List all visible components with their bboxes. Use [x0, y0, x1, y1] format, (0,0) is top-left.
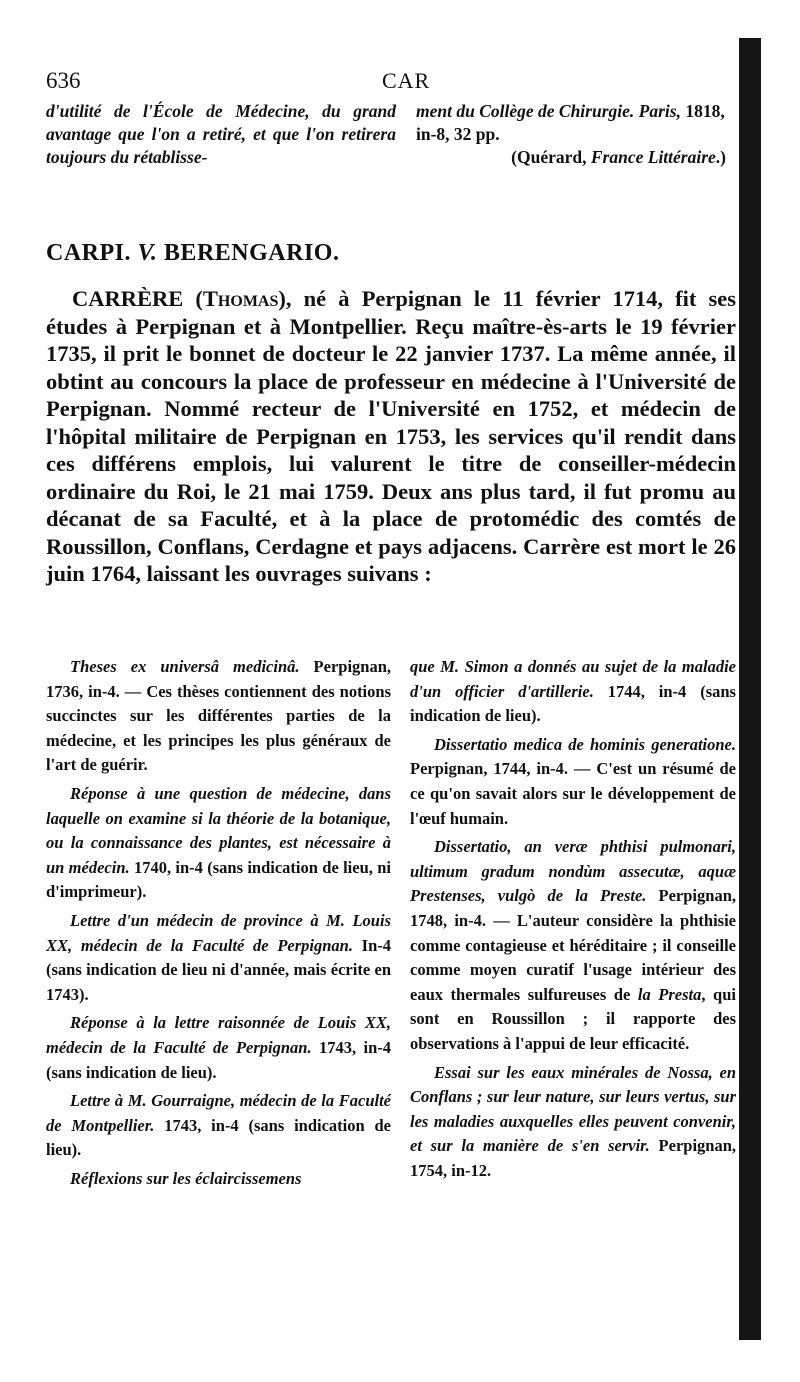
work-details: In-4 (sans indication de lieu ni d'année, mais écrite en 1743).	[46, 935, 392, 1004]
work-details: Perpignan, 1748, in-4. — L'auteur considère la phthisie comme contagieuse et héréditaire ; il conseille comme moyen curatif l'usage intérieur des eaux thermales sulfureuses de	[410, 886, 736, 1004]
work-title: Dissertatio, an veræ phthisi pulmonari, ultimum gradum nondùm assecutæ, aquæ Prestenses, vulgò de la Preste.	[410, 837, 736, 906]
biography-text: ), né à Perpignan le 11 février 1714, fit ses études à Perpignan et à Montpellier. Reçu maître-ès-arts le 19 février 1735, il prit le bonnet de docteur le 22 janvier 1737. La même année, il obtint au concours la place de professeur en médecine à l'Université de Perpignan. Nommé recteur de l'Université en 1752, et médecin de l'hôpital militaire de Perpignan en 1753, les services qu'il rendit dans ces différens emplois, lui valurent le titre de conseiller-médecin ordinaire du Roi, le 21 mai 1759. Deux ans plus tard, il fut promu au décanat de sa Faculté, et à la place de protomédic des comtés de Roussillon, Conflans, Cerdagne et pays adjacens. Carrère est mort le 26 juin 1764, laissant les ouvrages suivans :	[46, 286, 736, 586]
work-title: Réponse à une question de médecine, dans laquelle on examine si la théorie de la botanique, ou la connaissance des plantes, est nécessaire à un médecin.	[46, 783, 391, 877]
binding-edge	[739, 38, 761, 1340]
work-entry	[410, 835, 736, 1056]
entry-name: CARRÈRE	[72, 286, 184, 311]
work-entry	[410, 1061, 736, 1184]
book-page	[46, 60, 737, 1188]
work-title: Lettre d'un médecin de province à M. Louis XX, médecin de la Faculté de Perpignan.	[46, 910, 391, 955]
reference-open: (Quérard,	[511, 147, 591, 167]
work-entry	[410, 655, 736, 729]
work-details: 1744, in-4 (sans indication de lieu).	[410, 681, 736, 726]
entry-carrere-biography: CARRÈRE (Thomas), né à Perpignan le 11 février 1714, fit ses études à Perpignan et à Montpellier. Reçu maître-ès-arts le 19 février 1735, il prit le bonnet de docteur le 22 janvier 1737. La même année, il obtint au concours la place de professeur en médecine à l'Université de Perpignan. Nommé recteur de l'Université en 1752, et médecin de l'hôpital militaire de Perpignan en 1753, les services qu'il rendit dans ces différens emplois, lui valurent le titre de conseiller-médecin ordinaire du Roi, le 21 mai 1759. Deux ans plus tard, il fut promu au décanat de sa Faculté, et à la place de protomédic des comtés de Roussillon, Conflans, Cerdagne et pays adjacens. Carrère est mort le 26 juin 1764, laissant les ouvrages suivans :	[46, 286, 736, 586]
work-details: 1743, in-4 (sans indication de lieu).	[46, 1037, 391, 1082]
reference-title: France Littéraire	[590, 147, 716, 167]
work-title: Essai sur les eaux minérales de Nossa, en Conflans ; sur leur nature, sur leurs vertus, sur les maladies auxquelles elles peuvent convenir, et sur la manière de s'en servir.	[410, 1062, 736, 1156]
running-title: CAR	[382, 68, 431, 93]
work-entry	[46, 655, 391, 778]
work-entry	[46, 782, 391, 905]
previous-entry-title-end: ment du Collège de Chirurgie. Paris,	[416, 101, 681, 121]
work-entry	[410, 733, 736, 831]
work-entry	[46, 909, 391, 1007]
work-title: que M. Simon a donnés au sujet de la maladie d'un officier d'artillerie.	[410, 657, 736, 701]
work-details: 1740, in-4 (sans indication de lieu, ni d'imprimeur).	[46, 857, 391, 902]
running-head	[46, 60, 736, 100]
work-entry	[46, 1167, 391, 1192]
work-details: Perpignan, 1744, in-4. — C'est un résumé de ce qu'on savait alors sur le développement de l'œuf humain.	[410, 759, 736, 828]
reference-close: .)	[715, 147, 726, 167]
work-title: Réponse à la lettre raisonnée de Louis XX, médecin de la Faculté de Perpignan.	[46, 1013, 391, 1057]
previous-entry-continuation: d'utilité de l'École de Médecine, du grand avantage que l'on a retiré, et que l'on retirera toujours du rétablisse-	[46, 101, 396, 167]
previous-entry-imprint: 1818, in-8, 32 pp.	[416, 101, 725, 144]
work-details: Perpignan, 1736, in-4. — Ces thèses contiennent des notions succinctes sur les différentes parties de la médecine, et les principes les plus généraux de l'art de guérir.	[46, 657, 391, 775]
work-details: Perpignan, 1754, in-12.	[410, 1136, 737, 1180]
entry-heading-carpi	[46, 240, 339, 267]
see-target: BERENGARIO.	[163, 240, 340, 266]
work-title: Theses ex universâ medicinâ.	[70, 657, 300, 676]
entry-firstname: Thomas	[202, 286, 279, 311]
see-reference: V.	[137, 240, 158, 266]
works-column-left	[46, 655, 391, 1195]
work-details-more: , qui sont en Roussillon ; il rapporte des observations à l'appui de leur efficacité.	[410, 984, 736, 1053]
carpi-name: CARPI.	[46, 240, 131, 266]
works-column-right	[410, 655, 736, 1187]
previous-entry-end	[416, 100, 736, 169]
work-details-italic: la Presta	[637, 984, 702, 1004]
work-entry	[46, 1011, 391, 1085]
reference-citation	[416, 146, 736, 169]
page-number: 636	[46, 68, 81, 93]
work-title: Dissertatio medica de hominis generatione.	[434, 734, 736, 754]
work-details: 1743, in-4 (sans indication de lieu).	[46, 1115, 391, 1160]
work-title: Réflexions sur les éclaircissemens	[70, 1168, 302, 1188]
work-title: Lettre à M. Gourraigne, médecin de la Faculté de Montpellier.	[46, 1091, 391, 1135]
work-entry	[46, 1089, 391, 1163]
